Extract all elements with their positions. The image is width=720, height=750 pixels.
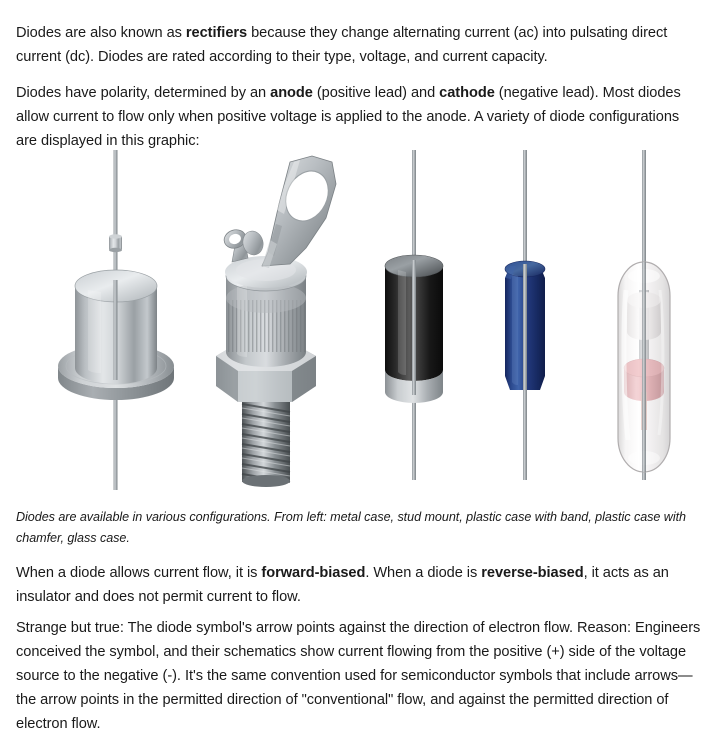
- stud-mount-lug-terminal: [262, 156, 336, 268]
- stud-mount-thread: [242, 398, 290, 487]
- paragraph-rectifiers: [16, 21, 704, 69]
- emphasis-term: rectifiers: [185, 24, 248, 41]
- emphasis-term: reverse-biased: [481, 564, 584, 581]
- text-run: Diodes are also known as: [16, 24, 186, 41]
- text-run: (negative lead). Most diodes allow current to flow only when positive voltage is applied to the anode. A variety of diode configurations are displayed in this graphic:: [16, 84, 681, 149]
- metal-case-center-lead: [114, 280, 118, 380]
- text-run: When a diode allows current flow, it is: [16, 564, 262, 581]
- stud-mount-diode: [216, 156, 336, 487]
- text-run: (positive lead) and: [312, 84, 440, 101]
- figure-caption: Diodes are available in various configurations. From left: metal case, stud mount, plastic case with band, plastic case with chamfer, glass case.: [16, 509, 686, 545]
- emphasis-term: forward-biased: [261, 564, 366, 581]
- text-run: . When a diode is: [365, 564, 482, 581]
- paragraph-arrow-convention: [16, 616, 704, 737]
- text-run: , it acts as an insulator and does not permit current to flow.: [16, 564, 669, 605]
- metal-case-lead-bead: [109, 234, 122, 252]
- glass-diode-center-lead: [642, 262, 646, 472]
- text-run: because they change alternating current (ac) into pulsating direct current (dc). Diodes are rated according to their type, voltage, and current capacity.: [16, 24, 668, 65]
- text-run: Diodes have polarity, determined by an: [16, 84, 271, 101]
- paragraph-biasing: [16, 561, 704, 609]
- plastic-case-chamfer-diode: [505, 150, 545, 480]
- glass-case-diode: [618, 150, 670, 480]
- band-diode-center-lead: [412, 260, 416, 395]
- diode-figure-svg: [0, 140, 720, 490]
- emphasis-term: anode: [270, 84, 313, 101]
- diode-configurations-figure: [0, 140, 720, 490]
- text-run: Strange but true: The diode symbol's arrow points against the direction of electron flow. Reason: Engineers conceived the symbol, and their schematics show current flowing from the positive (+) side of the voltage source to the negative (-). It's the same convention used for semiconductor symbols that include arrows—the arrow points in the permitted direction of "conventional" flow, and against the permitted direction of electron flow.: [16, 619, 701, 733]
- chamfer-diode-center-lead: [523, 264, 527, 394]
- metal-case-diode: [58, 150, 174, 490]
- emphasis-term: cathode: [439, 84, 495, 101]
- plastic-case-band-diode: [385, 150, 443, 480]
